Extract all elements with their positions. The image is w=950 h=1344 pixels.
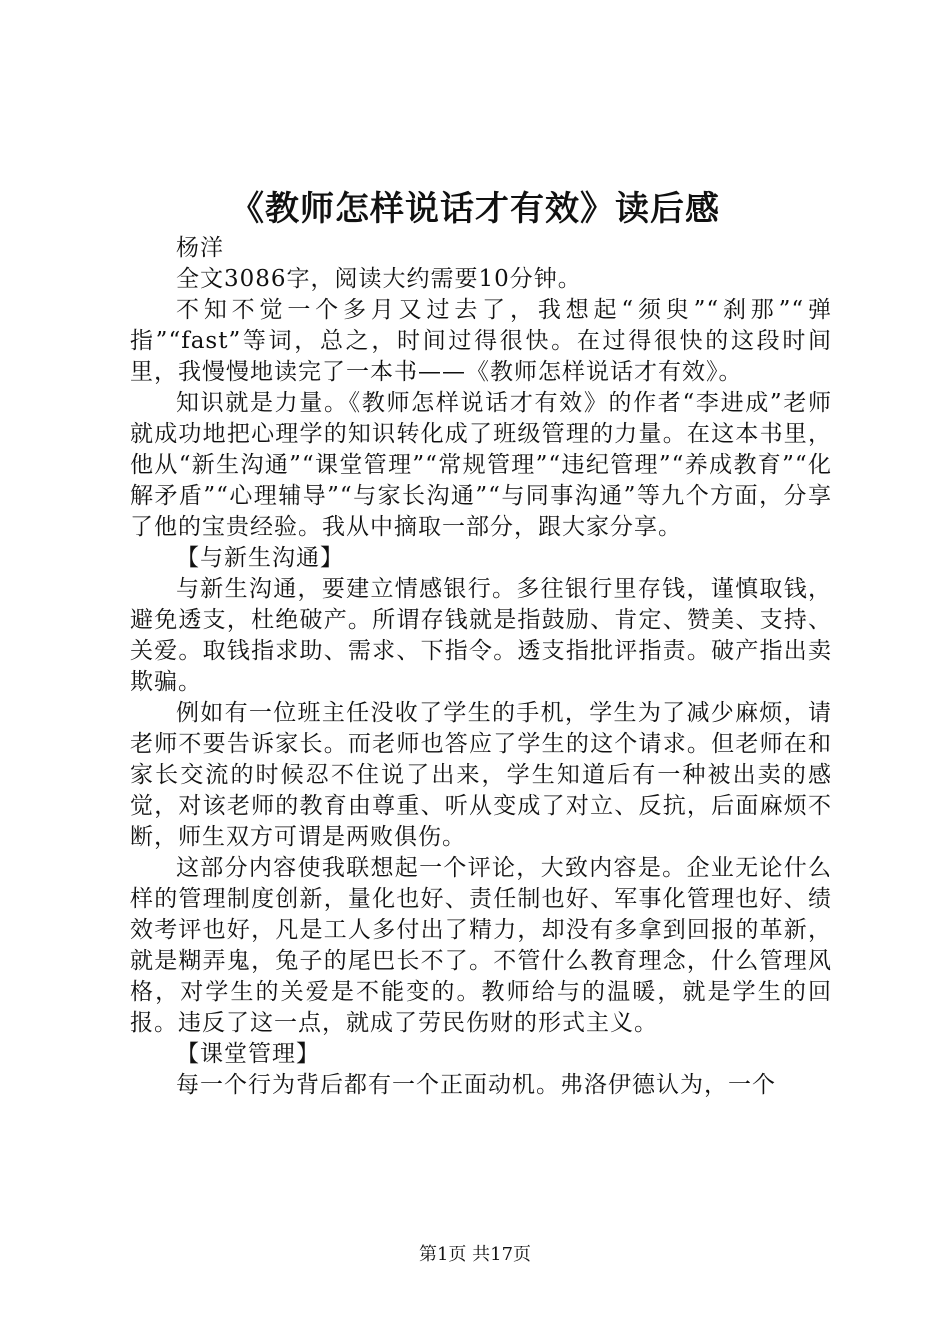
section-heading-new-students: 【与新生沟通】: [176, 545, 344, 571]
body-paragraph: 这部分内容使我联想起一个评论，大致内容是。企业无论什么样的管理制度创新，量化也好、责任制也好、军事化管理也好、绩效考评也好，凡是工人多付出了精力，却没有多拿到回报的革新，就是糊弄鬼，兔子的尾巴长不了。不管什么教育理念，什么管理风格，对学生的关爱是不能变的。教师给与的温暖，就是学生的回报。违反了这一点，就成了劳民伤财的形式主义。: [130, 855, 832, 1036]
body-paragraph: 每一个行为背后都有一个正面动机。弗洛伊德认为，一个: [176, 1072, 776, 1098]
body-paragraph: 例如有一位班主任没收了学生的手机，学生为了减少麻烦，请老师不要告诉家长。而老师也答应了学生的这个请求。但老师在和家长交流的时候忍不住说了出来，学生知道后有一种被出卖的感觉，对该老师的教育由尊重、听从变成了对立、反抗，后面麻烦不断，师生双方可谓是两败俱伤。: [130, 700, 832, 850]
body-paragraph: 不知不觉一个多月又过去了，我想起“须臾”“刹那”“弹指”“fast”等词，总之，时间过得很快。在过得很快的这段时间里，我慢慢地读完了一本书——《教师怎样说话才有效》。: [130, 297, 832, 385]
body-paragraph: 知识就是力量。《教师怎样说话才有效》的作者“李进成”老师就成功地把心理学的知识转化成了班级管理的力量。在这本书里，他从“新生沟通”“课堂管理”“常规管理”“违纪管理”“养成教育”“化解矛盾”“心理辅导”“与家长沟通”“与同事沟通”等九个方面，分享了他的宝贵经验。我从中摘取一部分，跟大家分享。: [130, 390, 832, 540]
page-footer: 第1页 共17页: [418, 1244, 532, 1265]
reading-time-line: 全文3086字，阅读大约需要10分钟。: [176, 266, 582, 292]
section-heading-classroom-management: 【课堂管理】: [176, 1041, 320, 1067]
document-body: [130, 233, 832, 1101]
author-line: 杨洋: [176, 235, 224, 261]
body-paragraph: 与新生沟通，要建立情感银行。多往银行里存钱，谨慎取钱，避免透支，杜绝破产。所谓存钱就是指鼓励、肯定、赞美、支持、关爱。取钱指求助、需求、下指令。透支指批评指责。破产指出卖欺骗。: [130, 576, 832, 695]
document-title: 《教师怎样说话才有效》读后感: [230, 189, 720, 229]
